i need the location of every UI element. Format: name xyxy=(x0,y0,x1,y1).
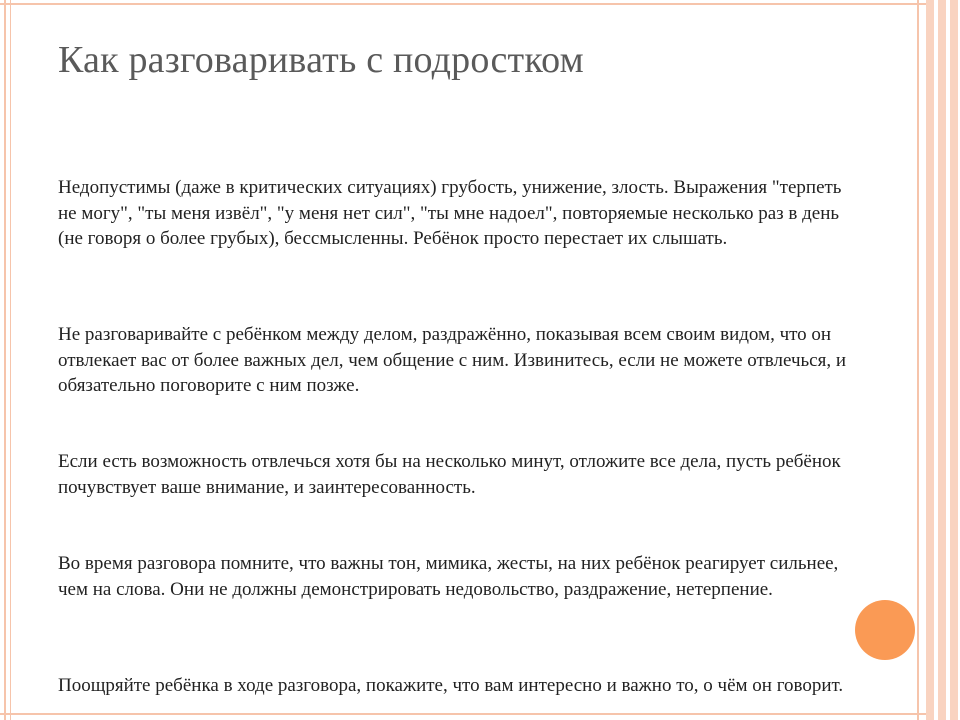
left-border-line-outer xyxy=(4,0,6,720)
paragraph-4: Во время разговора помните, что важны тон, мимика, жесты, на них ребёнок реагирует сильнее, чем на слова. Они не должны демонстрировать недовольство, раздражение, нетерпение. xyxy=(58,553,839,600)
paragraph-3: Если есть возможность отвлечься хотя бы на несколько минут, отложите все дела, пусть ребёнок почувствует ваше внимание, и заинтересованность. xyxy=(58,451,841,498)
left-border-line-inner xyxy=(10,0,11,720)
accent-circle xyxy=(855,600,915,660)
bottom-border-line xyxy=(0,713,930,715)
right-border-line-1 xyxy=(917,0,919,720)
right-stripe-2 xyxy=(938,0,946,720)
paragraph-1: Недопустимы (даже в критических ситуациях) грубость, унижение, злость. Выражения "терпеть не могу", "ты меня извёл", "у меня нет сил", "ты мне надоел", повторяемые несколько раз в день (не говоря о более грубых), бессмысленны. Ребёнок просто перестает их слышать. xyxy=(58,177,842,249)
right-stripe-1 xyxy=(926,0,934,720)
paragraph-5: Поощряйте ребёнка в ходе разговора, покажите, что вам интересно и важно то, о чём он говорит. xyxy=(58,675,844,696)
paragraph-2: Не разговаривайте с ребёнком между делом, раздражённо, показывая всем своим видом, что он отвлекает вас от более важных дел, чем общение с ним. Извинитесь, если не можете отвлечься, и обязательно поговорите с ним позже. xyxy=(58,324,847,396)
top-border-line xyxy=(0,3,930,5)
slide-title: Как разговаривать с подростком xyxy=(58,39,584,81)
right-stripe-3 xyxy=(950,0,958,720)
